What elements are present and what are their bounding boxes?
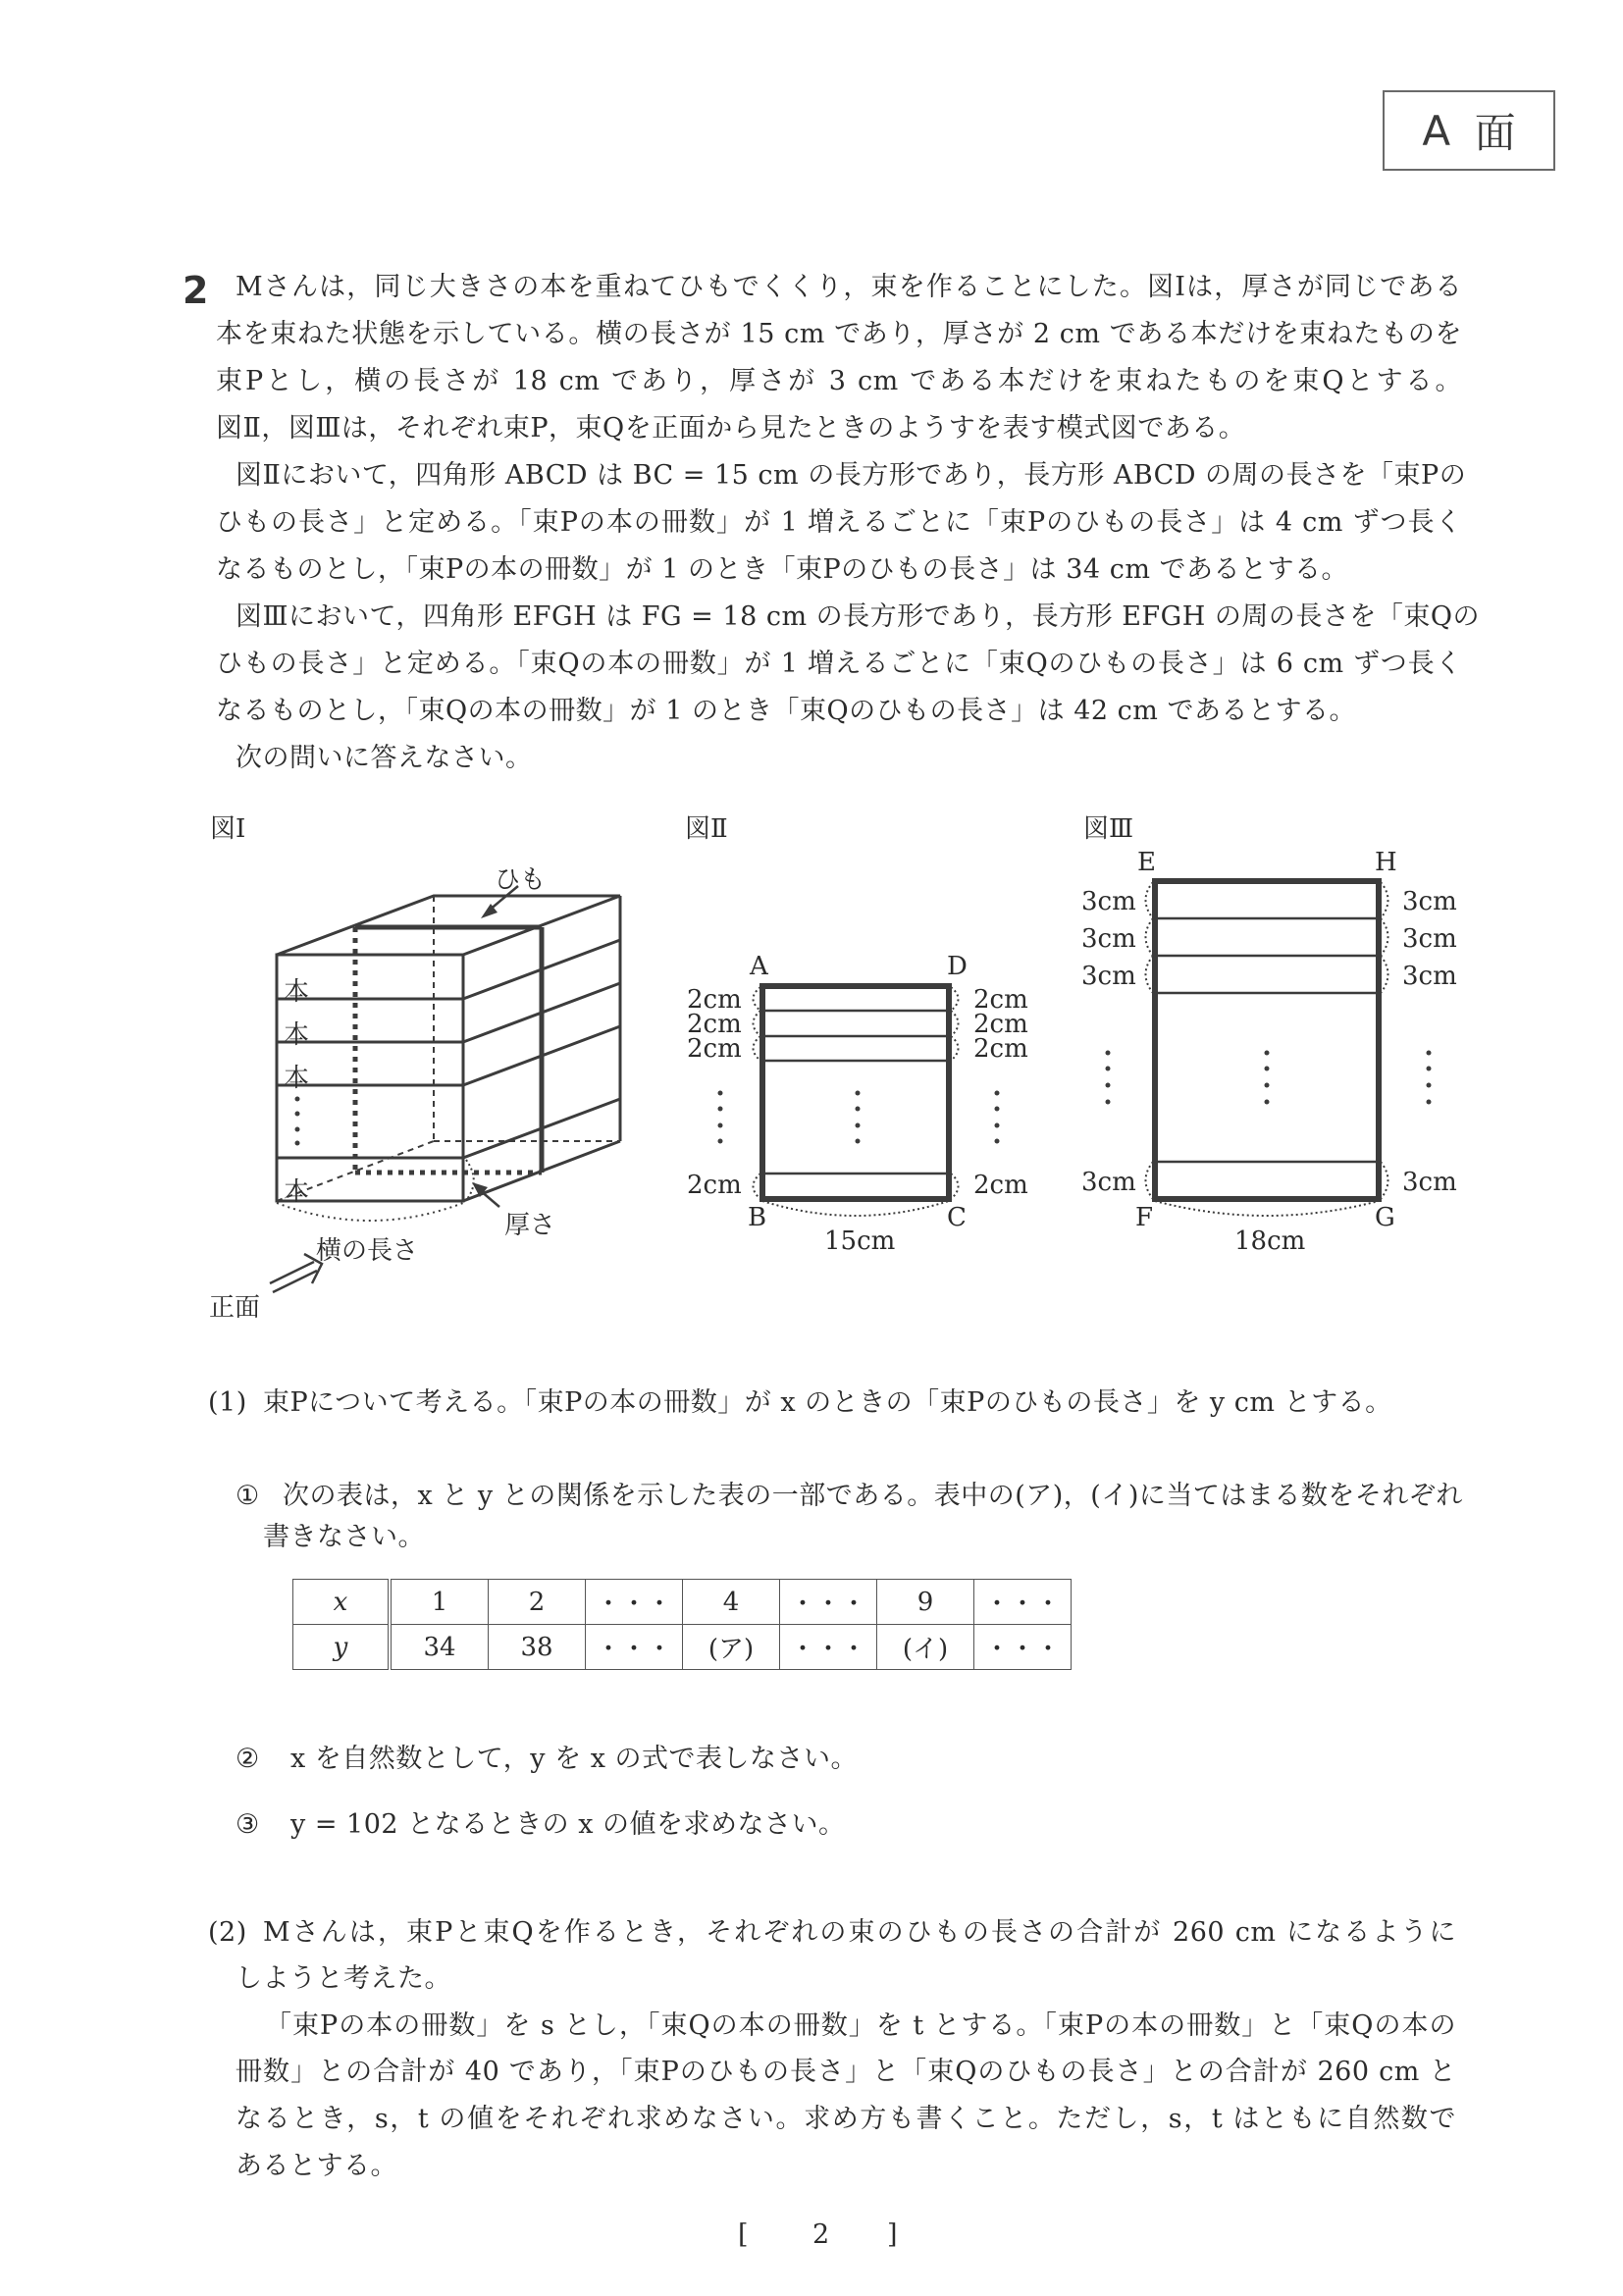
table-cell: (イ) [877, 1625, 974, 1670]
q2-number: ② [236, 1744, 260, 1774]
corner-e: E [1137, 848, 1156, 877]
intro-line: ひもの長さ」と定める。「束Qの本の冊数」が 1 増えるごとに「束Qのひもの長さ」は 6 cm ずつ長く [216, 649, 1462, 679]
thickness-2cm: 2cm [973, 985, 1028, 1015]
question-number: 2 [183, 269, 209, 312]
xy-table [292, 1579, 1072, 1670]
q3-text: y = 102 となるときの x の値を求めなさい。 [290, 1809, 846, 1840]
thickness-brace [466, 1160, 474, 1199]
table-cell: 9 [877, 1580, 974, 1625]
thickness-2cm: 2cm [687, 985, 742, 1015]
corner-d: D [947, 952, 968, 981]
part1-label: (1) [208, 1387, 247, 1418]
q1-text: 次の表は，x と y との関係を示した表の一部である。表中の(ア)，(イ)に当てはまる数をそれぞれ [283, 1481, 1463, 1511]
q1-number: ① [236, 1481, 260, 1511]
part2-label: (2) [208, 1917, 247, 1948]
part2-line: あるとする。 [236, 2151, 397, 2181]
q3-number: ③ [236, 1809, 260, 1840]
table-cell: ・・・ [974, 1580, 1072, 1625]
rect-efgh [1155, 881, 1379, 1199]
corner-c: C [947, 1203, 967, 1232]
table-cell: ・・・ [780, 1625, 877, 1670]
table-cell: ・・・ [586, 1580, 683, 1625]
thickness-2cm: 2cm [973, 1171, 1028, 1200]
part2-line: 冊数」との合計が 40 であり，「束Pのひもの長さ」と「束Qのひもの長さ」との合計が 260 cm と [236, 2057, 1456, 2087]
figure-2-title: 図Ⅱ [685, 814, 728, 844]
thickness-3cm: 3cm [1402, 962, 1457, 991]
thickness-3cm: 3cm [1081, 887, 1136, 916]
side-kanji: 面 [1474, 109, 1516, 157]
intro-line: 本を束ねた状態を示している。横の長さが 15 cm であり，厚さが 2 cm である本だけを束ねたものを [216, 319, 1462, 349]
thickness-label: 厚さ [504, 1211, 556, 1240]
thickness-3cm: 3cm [1402, 887, 1457, 916]
figure-3 [1106, 881, 1432, 1216]
table-cell: 4 [683, 1580, 780, 1625]
table-row-y [293, 1625, 1072, 1670]
corner-g: G [1375, 1203, 1395, 1232]
book-label: 本 [284, 1177, 310, 1207]
table-cell: 2 [489, 1580, 586, 1625]
figure-1-title: 図Ⅰ [210, 814, 246, 844]
front-arrow [270, 1262, 314, 1283]
intro-line: 図Ⅱ，図Ⅲは，それぞれ束P，束Qを正面から見たときのようすを表す模式図である。 [216, 413, 1246, 444]
corner-f: F [1135, 1203, 1154, 1232]
table-row-x [293, 1580, 1072, 1625]
thickness-3cm: 3cm [1402, 1168, 1457, 1197]
book-label: 本 [284, 977, 310, 1007]
table-cell: x [293, 1580, 391, 1625]
part2-line: Mさんは，束Pと束Qを作るとき，それぞれの束のひもの長さの合計が 260 cm になるように [263, 1917, 1456, 1948]
page-bracket-open: [ [738, 2219, 749, 2250]
table-cell: ・・・ [586, 1625, 683, 1670]
page-number: 2 [812, 2219, 830, 2250]
part2-line: なるとき，s，t の値をそれぞれ求めなさい。求め方も書くこと。ただし，s，t はともに自然数で [236, 2104, 1456, 2134]
corner-h: H [1375, 848, 1397, 877]
thickness-3cm: 3cm [1081, 1168, 1136, 1197]
part1-text: 束Pについて考える。「束Pの本の冊数」が x のときの「束Pのひもの長さ」を y cm とする。 [263, 1387, 1392, 1418]
table-cell: (ア) [683, 1625, 780, 1670]
book-label: 本 [284, 1020, 310, 1050]
width-label: 横の長さ [316, 1236, 419, 1266]
intro-line: 図Ⅱにおいて，四角形 ABCD は BC = 15 cm の長方形であり，長方形 ABCD の周の長さを「束Pの [236, 460, 1467, 491]
ellipsis-dots [295, 1097, 300, 1146]
intro-line: ひもの長さ」と定める。「束Pの本の冊数」が 1 増えるごとに「束Pのひもの長さ」は 4 cm ずつ長く [216, 507, 1462, 538]
width-18cm: 18cm [1234, 1226, 1306, 1256]
intro-line: 図Ⅲにおいて，四角形 EFGH は FG = 18 cm の長方形であり，長方形 EFGH の周の長さを「束Qの [236, 601, 1480, 632]
front-label: 正面 [209, 1293, 261, 1323]
part2-line: しようと考えた。 [236, 1963, 451, 1994]
figure-2 [718, 986, 1000, 1216]
thickness-2cm: 2cm [973, 1034, 1028, 1064]
table-cell: y [293, 1625, 391, 1670]
page-bracket-close: ] [887, 2219, 898, 2250]
corner-a: A [750, 952, 768, 981]
table-cell: 38 [489, 1625, 586, 1670]
book-label: 本 [284, 1064, 310, 1093]
intro-line: なるものとし，「束Qの本の冊数」が 1 のとき「束Qのひもの長さ」は 42 cm であるとする。 [216, 696, 1356, 726]
width-15cm: 15cm [824, 1226, 896, 1256]
thickness-2cm: 2cm [687, 1010, 742, 1039]
side-letter: A [1422, 106, 1451, 155]
intro-line: なるものとし，「束Pの本の冊数」が 1 のとき「束Pのひもの長さ」は 34 cm であるとする。 [216, 554, 1349, 585]
thickness-2cm: 2cm [687, 1171, 742, 1200]
q1-text-cont: 書きなさい。 [263, 1522, 425, 1552]
intro-line: 次の問いに答えなさい。 [236, 743, 533, 773]
string-label: ひも [495, 865, 547, 895]
table-cell: ・・・ [974, 1625, 1072, 1670]
thickness-2cm: 2cm [687, 1034, 742, 1064]
intro-line: 束Pとし，横の長さが 18 cm であり，厚さが 3 cm である本だけを束ねたものを束Qとする。 [216, 366, 1462, 396]
table-cell: ・・・ [780, 1580, 877, 1625]
thickness-3cm: 3cm [1081, 924, 1136, 954]
front-arrow [273, 1271, 317, 1292]
figure-3-title: 図Ⅲ [1083, 814, 1134, 844]
part2-line: 「束Pの本の冊数」を s とし，「束Qの本の冊数」を t とする。「束Pの本の冊数」と「束Qの本の [265, 2010, 1456, 2041]
corner-b: B [748, 1203, 767, 1232]
table-cell: 1 [390, 1580, 489, 1625]
thickness-3cm: 3cm [1402, 924, 1457, 954]
thickness-3cm: 3cm [1081, 962, 1136, 991]
q2-text: x を自然数として，y を x の式で表しなさい。 [290, 1744, 858, 1774]
intro-line: Mさんは，同じ大きさの本を重ねてひもでくくり，束を作ることにした。図Ⅰは，厚さが同じである [236, 272, 1462, 302]
table-cell: 34 [390, 1625, 489, 1670]
thickness-2cm: 2cm [973, 1010, 1028, 1039]
